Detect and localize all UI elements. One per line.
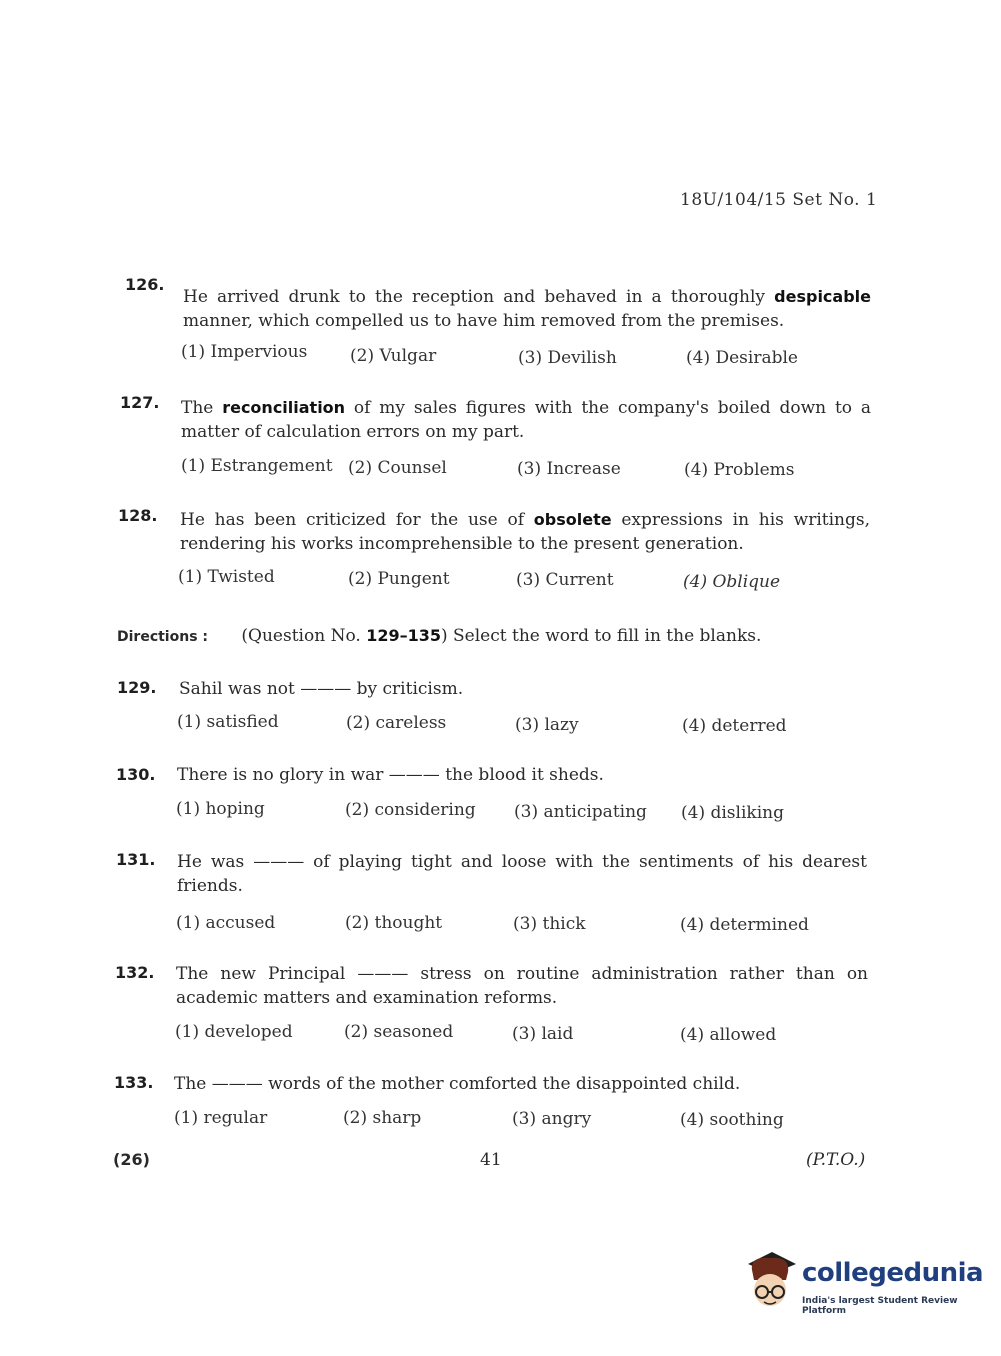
mascot-icon [742,1250,800,1312]
question-number: 132. [115,963,155,982]
question-text: He has been criticized for the use of obsolete expressions in his writings, rendering his works incomprehensible to the present generation. [180,510,871,554]
question-number: 128. [118,506,158,525]
question-text: There is no glory in war ——— the blood it sheds. [177,765,604,785]
option-1: (1) hoping [176,799,265,819]
option-2: (2) thought [345,913,443,933]
option-4: (4) determined [680,915,809,935]
logo-name: collegedunia [802,1258,984,1288]
pto-label: (P.T.O.) [806,1150,866,1170]
option-3: (3) Current [516,570,614,590]
option-3: (3) Increase [517,459,621,479]
option-4: (4) deterred [682,716,787,736]
option-4: (4) Desirable [686,348,798,368]
option-3: (3) lazy [515,715,579,735]
question-number: 133. [114,1073,154,1092]
question-text: The ——— words of the mother comforted the disappointed child. [174,1074,741,1094]
option-1: (1) accused [176,913,276,933]
question-text: The reconciliation of my sales figures with the company's boiled down to a matter of calculation errors on my part. [181,398,871,442]
option-3: (3) angry [512,1109,592,1129]
question-text: He arrived drunk to the reception and behaved in a thoroughly despicable manner, which compelled us to have him removed from the premises. [183,287,871,331]
option-2: (2) Pungent [348,569,450,589]
option-1: (1) Twisted [178,567,275,587]
question-number: 131. [116,850,156,869]
option-1: (1) satisfied [177,712,279,732]
question-text: Sahil was not ——— by criticism. [179,679,464,699]
option-3: (3) laid [512,1024,574,1044]
option-2: (2) sharp [343,1108,422,1128]
option-4: (4) allowed [680,1025,777,1045]
option-3: (3) anticipating [514,802,647,822]
question-text: He was ——— of playing tight and loose with the sentiments of his dearest friends. [177,852,867,896]
option-1: (1) regular [174,1108,268,1128]
option-4: (4) Oblique [683,572,781,592]
question-number: 127. [120,393,160,412]
option-2: (2) considering [345,800,476,820]
option-4: (4) soothing [680,1110,784,1130]
option-1: (1) developed [175,1022,293,1042]
option-4: (4) Problems [684,460,795,480]
option-2: (2) seasoned [344,1022,454,1042]
option-3: (3) Devilish [518,348,617,368]
question-number: 129. [117,678,157,697]
set-number: 18U/104/15 Set No. 1 [680,190,878,210]
option-2: (2) Vulgar [350,346,437,366]
collegedunia-logo [742,1250,984,1320]
directions: Directions : (Question No. 129–135) Select the word to fill in the blanks. [117,626,762,646]
option-2: (2) Counsel [348,458,447,478]
booklet-code: (26) [113,1150,150,1169]
question-text: The new Principal ——— stress on routine administration rather than on academic matters and examination reforms. [176,964,868,1008]
option-1: (1) Estrangement [181,456,333,476]
logo-tagline: India's largest Student Review Platform [802,1296,958,1316]
question-number: 130. [116,765,156,784]
question-number: 126. [125,275,165,294]
option-2: (2) careless [346,713,447,733]
option-1: (1) Impervious [181,342,308,362]
directions-label: Directions : [117,629,208,645]
option-3: (3) thick [513,914,586,934]
option-4: (4) disliking [681,803,784,823]
page-number: 41 [480,1150,502,1170]
